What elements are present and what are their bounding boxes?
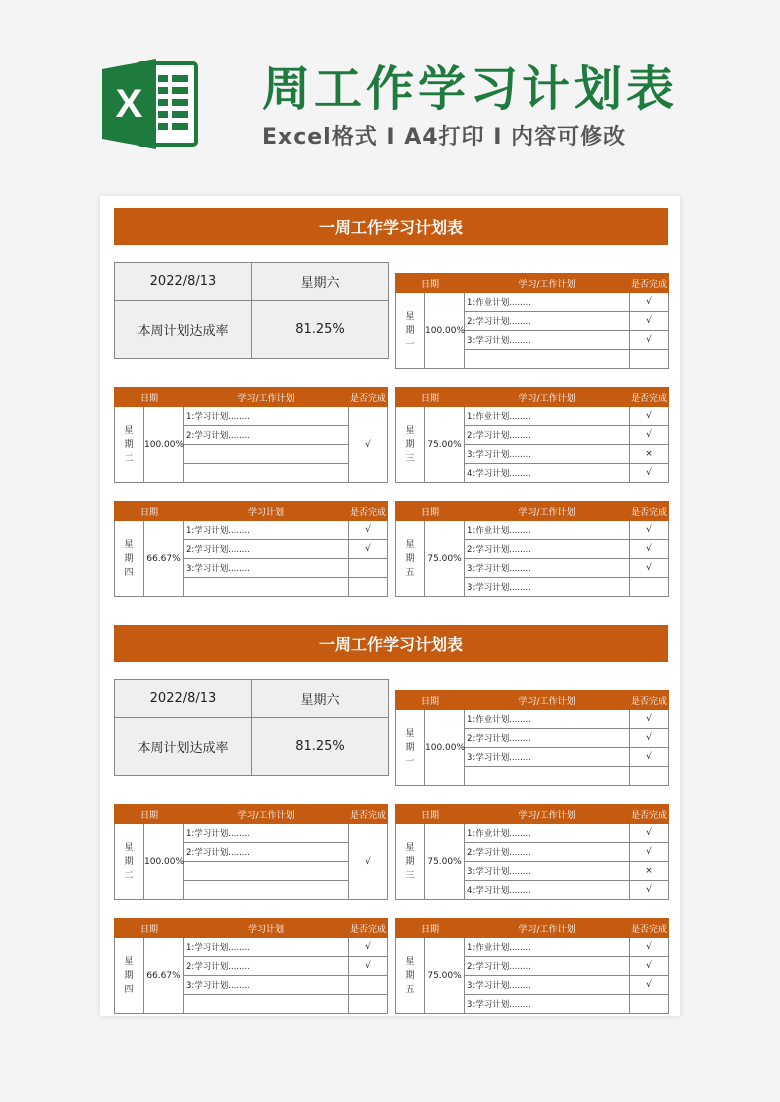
section-banner: 一周工作学习计划表 — [114, 625, 668, 662]
task-cell[interactable]: 4:学习计划........ — [465, 464, 630, 483]
day-name — [115, 938, 144, 1014]
day-table — [114, 501, 388, 597]
task-cell[interactable]: 1:学习计划........ — [184, 407, 349, 426]
done-cell[interactable]: √ — [349, 824, 388, 900]
day-name-char: 期 — [124, 439, 134, 450]
day-name — [396, 938, 425, 1014]
done-cell[interactable] — [630, 578, 669, 597]
day-name — [396, 824, 425, 900]
done-cell[interactable]: √ — [630, 748, 669, 767]
done-cell[interactable]: √ — [630, 729, 669, 748]
task-cell[interactable]: 1:作业计划........ — [465, 293, 630, 312]
task-cell[interactable]: 3:学习计划........ — [184, 976, 349, 995]
done-cell[interactable] — [630, 350, 669, 369]
task-cell[interactable]: 3:学习计划........ — [184, 559, 349, 578]
task-cell[interactable]: 3:学习计划........ — [465, 995, 630, 1014]
day-name-char: 星 — [124, 956, 134, 967]
day-rate[interactable]: 75.00% — [425, 407, 465, 483]
day-table — [395, 804, 669, 900]
done-cell[interactable]: √ — [349, 938, 388, 957]
done-cell[interactable]: √ — [349, 540, 388, 559]
day-table — [114, 387, 388, 483]
date-header: 日期 — [115, 502, 184, 521]
summary-rate-label: 本周计划达成率 — [115, 301, 252, 359]
task-cell[interactable] — [184, 464, 349, 483]
day-name-char: 期 — [405, 325, 415, 336]
done-cell[interactable]: √ — [630, 293, 669, 312]
done-header: 是否完成 — [349, 388, 388, 407]
task-cell[interactable]: 2:学习计划........ — [184, 843, 349, 862]
plan-header: 学习/工作计划 — [465, 691, 630, 710]
done-cell[interactable]: √ — [349, 521, 388, 540]
summary-table — [114, 262, 389, 359]
day-name — [396, 407, 425, 483]
date-header: 日期 — [396, 388, 465, 407]
done-cell[interactable] — [630, 995, 669, 1014]
task-cell[interactable]: 1:作业计划........ — [465, 521, 630, 540]
task-cell[interactable]: 1:学习计划........ — [184, 938, 349, 957]
task-cell[interactable]: 2:学习计划........ — [465, 843, 630, 862]
summary-date[interactable]: 2022/8/13 — [115, 263, 252, 301]
day-name-char: 期 — [124, 970, 134, 981]
day-name — [115, 407, 144, 483]
done-header: 是否完成 — [630, 274, 669, 293]
day-name-char: 四 — [124, 567, 134, 578]
day-name-char: 期 — [405, 742, 415, 753]
page-header — [0, 0, 780, 190]
task-cell[interactable]: 2:学习计划........ — [465, 312, 630, 331]
task-cell[interactable]: 1:作业计划........ — [465, 938, 630, 957]
task-cell[interactable]: 3:学习计划........ — [465, 445, 630, 464]
done-cell[interactable]: √ — [630, 957, 669, 976]
date-header: 日期 — [396, 805, 465, 824]
task-cell[interactable]: 3:学习计划........ — [465, 559, 630, 578]
day-name — [115, 521, 144, 597]
summary-rate-label: 本周计划达成率 — [115, 718, 252, 776]
plan-header: 学习/工作计划 — [465, 919, 630, 938]
task-cell[interactable]: 1:作业计划........ — [465, 407, 630, 426]
day-rate[interactable]: 75.00% — [425, 824, 465, 900]
done-cell[interactable]: √ — [349, 407, 388, 483]
task-cell[interactable]: 2:学习计划........ — [465, 540, 630, 559]
done-cell[interactable]: √ — [630, 312, 669, 331]
plan-header: 学习/工作计划 — [465, 274, 630, 293]
day-table — [114, 918, 388, 1014]
excel-logo-icon — [100, 55, 200, 153]
done-cell[interactable]: × — [630, 445, 669, 464]
day-name-char: 期 — [124, 856, 134, 867]
done-header: 是否完成 — [349, 805, 388, 824]
plan-header: 学习/工作计划 — [465, 388, 630, 407]
done-cell[interactable]: √ — [630, 710, 669, 729]
day-table — [395, 387, 669, 483]
task-cell[interactable]: 3:学习计划........ — [465, 578, 630, 597]
date-header: 日期 — [396, 919, 465, 938]
task-cell[interactable] — [184, 995, 349, 1014]
done-cell[interactable] — [349, 976, 388, 995]
day-table — [395, 918, 669, 1014]
task-cell[interactable]: 2:学习计划........ — [184, 540, 349, 559]
day-name-char: 期 — [405, 439, 415, 450]
done-header: 是否完成 — [630, 388, 669, 407]
day-name-char: 期 — [405, 856, 415, 867]
day-name-char: 期 — [405, 553, 415, 564]
done-cell[interactable]: √ — [630, 540, 669, 559]
done-header: 是否完成 — [630, 691, 669, 710]
task-cell[interactable]: 2:学习计划........ — [184, 957, 349, 976]
day-name — [396, 521, 425, 597]
day-name-char: 星 — [124, 842, 134, 853]
day-name-char: 星 — [405, 728, 415, 739]
day-name — [396, 710, 425, 786]
page-subtitle: Excel格式 I A4打印 I 内容可修改 — [262, 125, 627, 150]
date-header: 日期 — [396, 502, 465, 521]
day-rate[interactable]: 100.00% — [425, 710, 465, 786]
plan-header: 学习/工作计划 — [184, 388, 349, 407]
done-cell[interactable] — [630, 767, 669, 786]
day-rate[interactable]: 75.00% — [425, 938, 465, 1014]
task-cell[interactable]: 2:学习计划........ — [465, 957, 630, 976]
day-rate[interactable]: 100.00% — [425, 293, 465, 369]
day-name-char: 一 — [405, 756, 415, 767]
done-cell[interactable]: √ — [630, 407, 669, 426]
day-table — [395, 690, 669, 786]
summary-weekday[interactable]: 星期六 — [252, 263, 389, 301]
task-cell[interactable]: 1:作业计划........ — [465, 824, 630, 843]
task-cell[interactable]: 3:学习计划........ — [465, 331, 630, 350]
task-cell[interactable] — [184, 862, 349, 881]
task-cell[interactable] — [465, 767, 630, 786]
date-header: 日期 — [115, 388, 184, 407]
done-cell[interactable]: × — [630, 862, 669, 881]
done-cell[interactable]: √ — [630, 824, 669, 843]
day-name-char: 三 — [405, 870, 415, 881]
done-cell[interactable]: √ — [630, 976, 669, 995]
day-name-char: 二 — [124, 453, 134, 464]
day-name-char: 星 — [405, 842, 415, 853]
done-header: 是否完成 — [630, 805, 669, 824]
done-cell[interactable]: √ — [349, 957, 388, 976]
task-cell[interactable] — [465, 350, 630, 369]
plan-header: 学习计划 — [184, 919, 349, 938]
summary-rate-value[interactable]: 81.25% — [252, 718, 389, 776]
done-cell[interactable] — [349, 578, 388, 597]
task-cell[interactable]: 3:学习计划........ — [465, 862, 630, 881]
done-header: 是否完成 — [349, 919, 388, 938]
done-cell[interactable]: √ — [630, 559, 669, 578]
task-cell[interactable]: 1:学习计划........ — [184, 521, 349, 540]
day-rate[interactable]: 75.00% — [425, 521, 465, 597]
day-name-char: 五 — [405, 984, 415, 995]
task-cell[interactable] — [184, 578, 349, 597]
day-name-char: 四 — [124, 984, 134, 995]
task-cell[interactable]: 4:学习计划........ — [465, 881, 630, 900]
done-cell[interactable]: √ — [630, 881, 669, 900]
plan-section — [114, 625, 668, 1015]
date-header: 日期 — [396, 691, 465, 710]
task-cell[interactable]: 3:学习计划........ — [465, 748, 630, 767]
day-table — [395, 273, 669, 369]
day-name-char: 二 — [124, 870, 134, 881]
task-cell[interactable]: 2:学习计划........ — [465, 426, 630, 445]
day-table — [114, 804, 388, 900]
day-name-char: 星 — [405, 956, 415, 967]
day-name-char: 星 — [124, 425, 134, 436]
day-name-char: 三 — [405, 453, 415, 464]
task-cell[interactable]: 2:学习计划........ — [465, 729, 630, 748]
day-name — [115, 824, 144, 900]
day-name-char: 一 — [405, 339, 415, 350]
document-sheet — [100, 196, 680, 1016]
plan-header: 学习/工作计划 — [465, 805, 630, 824]
summary-date[interactable]: 2022/8/13 — [115, 680, 252, 718]
plan-header: 学习/工作计划 — [465, 502, 630, 521]
day-name-char: 星 — [124, 539, 134, 550]
task-cell[interactable]: 3:学习计划........ — [465, 976, 630, 995]
done-cell[interactable]: √ — [630, 521, 669, 540]
day-name-char: 期 — [124, 553, 134, 564]
done-cell[interactable]: √ — [630, 938, 669, 957]
summary-rate-value[interactable]: 81.25% — [252, 301, 389, 359]
day-rate[interactable]: 100.00% — [144, 824, 184, 900]
date-header: 日期 — [115, 919, 184, 938]
done-cell[interactable]: √ — [630, 843, 669, 862]
plan-section — [114, 208, 668, 598]
day-rate[interactable]: 66.67% — [144, 521, 184, 597]
day-name — [396, 293, 425, 369]
day-name-char: 期 — [405, 970, 415, 981]
done-cell[interactable]: √ — [630, 464, 669, 483]
day-name-char: 五 — [405, 567, 415, 578]
task-cell[interactable] — [184, 445, 349, 464]
section-banner: 一周工作学习计划表 — [114, 208, 668, 245]
day-rate[interactable]: 66.67% — [144, 938, 184, 1014]
done-cell[interactable] — [349, 995, 388, 1014]
task-cell[interactable]: 1:作业计划........ — [465, 710, 630, 729]
done-cell[interactable]: √ — [630, 426, 669, 445]
day-table — [395, 501, 669, 597]
date-header: 日期 — [115, 805, 184, 824]
done-header: 是否完成 — [630, 502, 669, 521]
plan-header: 学习/工作计划 — [184, 805, 349, 824]
done-header: 是否完成 — [630, 919, 669, 938]
summary-weekday[interactable]: 星期六 — [252, 680, 389, 718]
day-name-char: 星 — [405, 311, 415, 322]
done-cell[interactable]: √ — [630, 331, 669, 350]
page-title: 周工作学习计划表 — [262, 61, 679, 117]
task-cell[interactable]: 1:学习计划........ — [184, 824, 349, 843]
summary-table — [114, 679, 389, 776]
done-cell[interactable] — [349, 559, 388, 578]
done-header: 是否完成 — [349, 502, 388, 521]
day-name-char: 星 — [405, 539, 415, 550]
day-name-char: 星 — [405, 425, 415, 436]
task-cell[interactable] — [184, 881, 349, 900]
date-header: 日期 — [396, 274, 465, 293]
task-cell[interactable]: 2:学习计划........ — [184, 426, 349, 445]
plan-header: 学习计划 — [184, 502, 349, 521]
logo-letter: X — [115, 82, 143, 126]
day-rate[interactable]: 100.00% — [144, 407, 184, 483]
